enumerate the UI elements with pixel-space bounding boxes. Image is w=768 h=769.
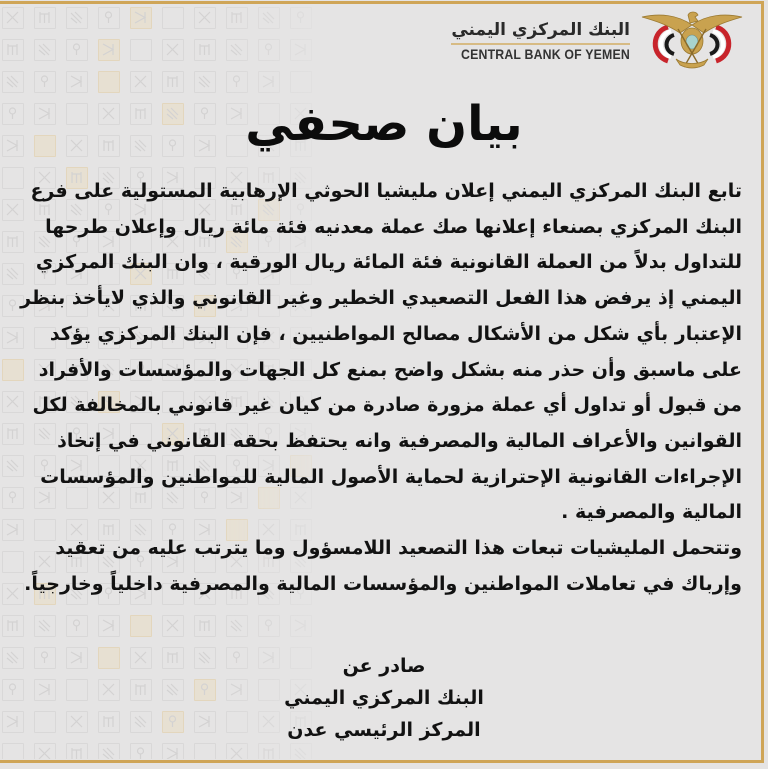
body-line: وتتحمل المليشيات تبعات هذا التصعيد اللامسؤول وما يترتب عليه من تعقيد bbox=[55, 537, 742, 560]
body-line: تابع البنك المركزي اليمني إعلان مليشيا الحوثي الإرهابية المستولية على فرع bbox=[30, 180, 742, 202]
body-line: اليمني إذ يرفض هذا الفعل التصعيدي الخطير وغير القانوني والذي لايأخذ بنظر bbox=[20, 287, 742, 310]
paragraph-2 bbox=[22, 531, 742, 602]
body-line: وإرباك في تعاملات المواطنين والمؤسسات المالية والمصرفية داخلياً وخارجياً. bbox=[24, 572, 742, 595]
signature-block bbox=[0, 650, 768, 746]
yemen-eagle-emblem-icon bbox=[638, 9, 746, 73]
body-line: الإجراءات القانونية الإحترازية لحماية الأصول المالية للمواطنين والمؤسسات bbox=[40, 465, 742, 488]
logo-text bbox=[438, 19, 630, 63]
issuing-location: المركز الرئيسي عدن bbox=[287, 719, 481, 741]
issued-by-label: صادر عن bbox=[342, 655, 426, 677]
press-release-body bbox=[22, 174, 742, 602]
body-line: المالية والمصرفية . bbox=[561, 501, 742, 524]
logo-arabic-name: البنك المركزي اليمني bbox=[451, 19, 630, 45]
body-line: القوانين والأعراف المالية والمصرفية وانه يحتفظ بحقه القانوني في إتخاذ bbox=[57, 429, 742, 452]
logo-english-name: CENTRAL BANK OF YEMEN bbox=[461, 46, 630, 62]
bank-logo bbox=[438, 10, 746, 72]
body-line: البنك المركزي بصنعاء إعلانها صك عملة معدنيه فئة مائة ريال وإعلان طرحها bbox=[45, 215, 742, 238]
body-line: على ماسبق وأن حذر منه بشكل واضح بمنع كل الجهات والمؤسسات والأفراد bbox=[38, 358, 742, 381]
issuing-organization: البنك المركزي اليمني bbox=[284, 687, 484, 709]
body-line: الإعتبار بأي شكل من الأشكال مصالح المواطنيين ، فإن البنك المركزي يؤكد bbox=[49, 322, 742, 345]
body-line: من قبول أو تداول أي عملة مزورة صادرة من كيان غير قانوني بالمخالفة لكل bbox=[32, 394, 742, 417]
page-title: بيان صحفي bbox=[245, 96, 523, 152]
paragraph-1 bbox=[22, 174, 742, 531]
body-line: للتداول بدلاً من العملة القانونية فئة المائة ريال الورقية ، وان البنك المركزي bbox=[35, 251, 742, 274]
